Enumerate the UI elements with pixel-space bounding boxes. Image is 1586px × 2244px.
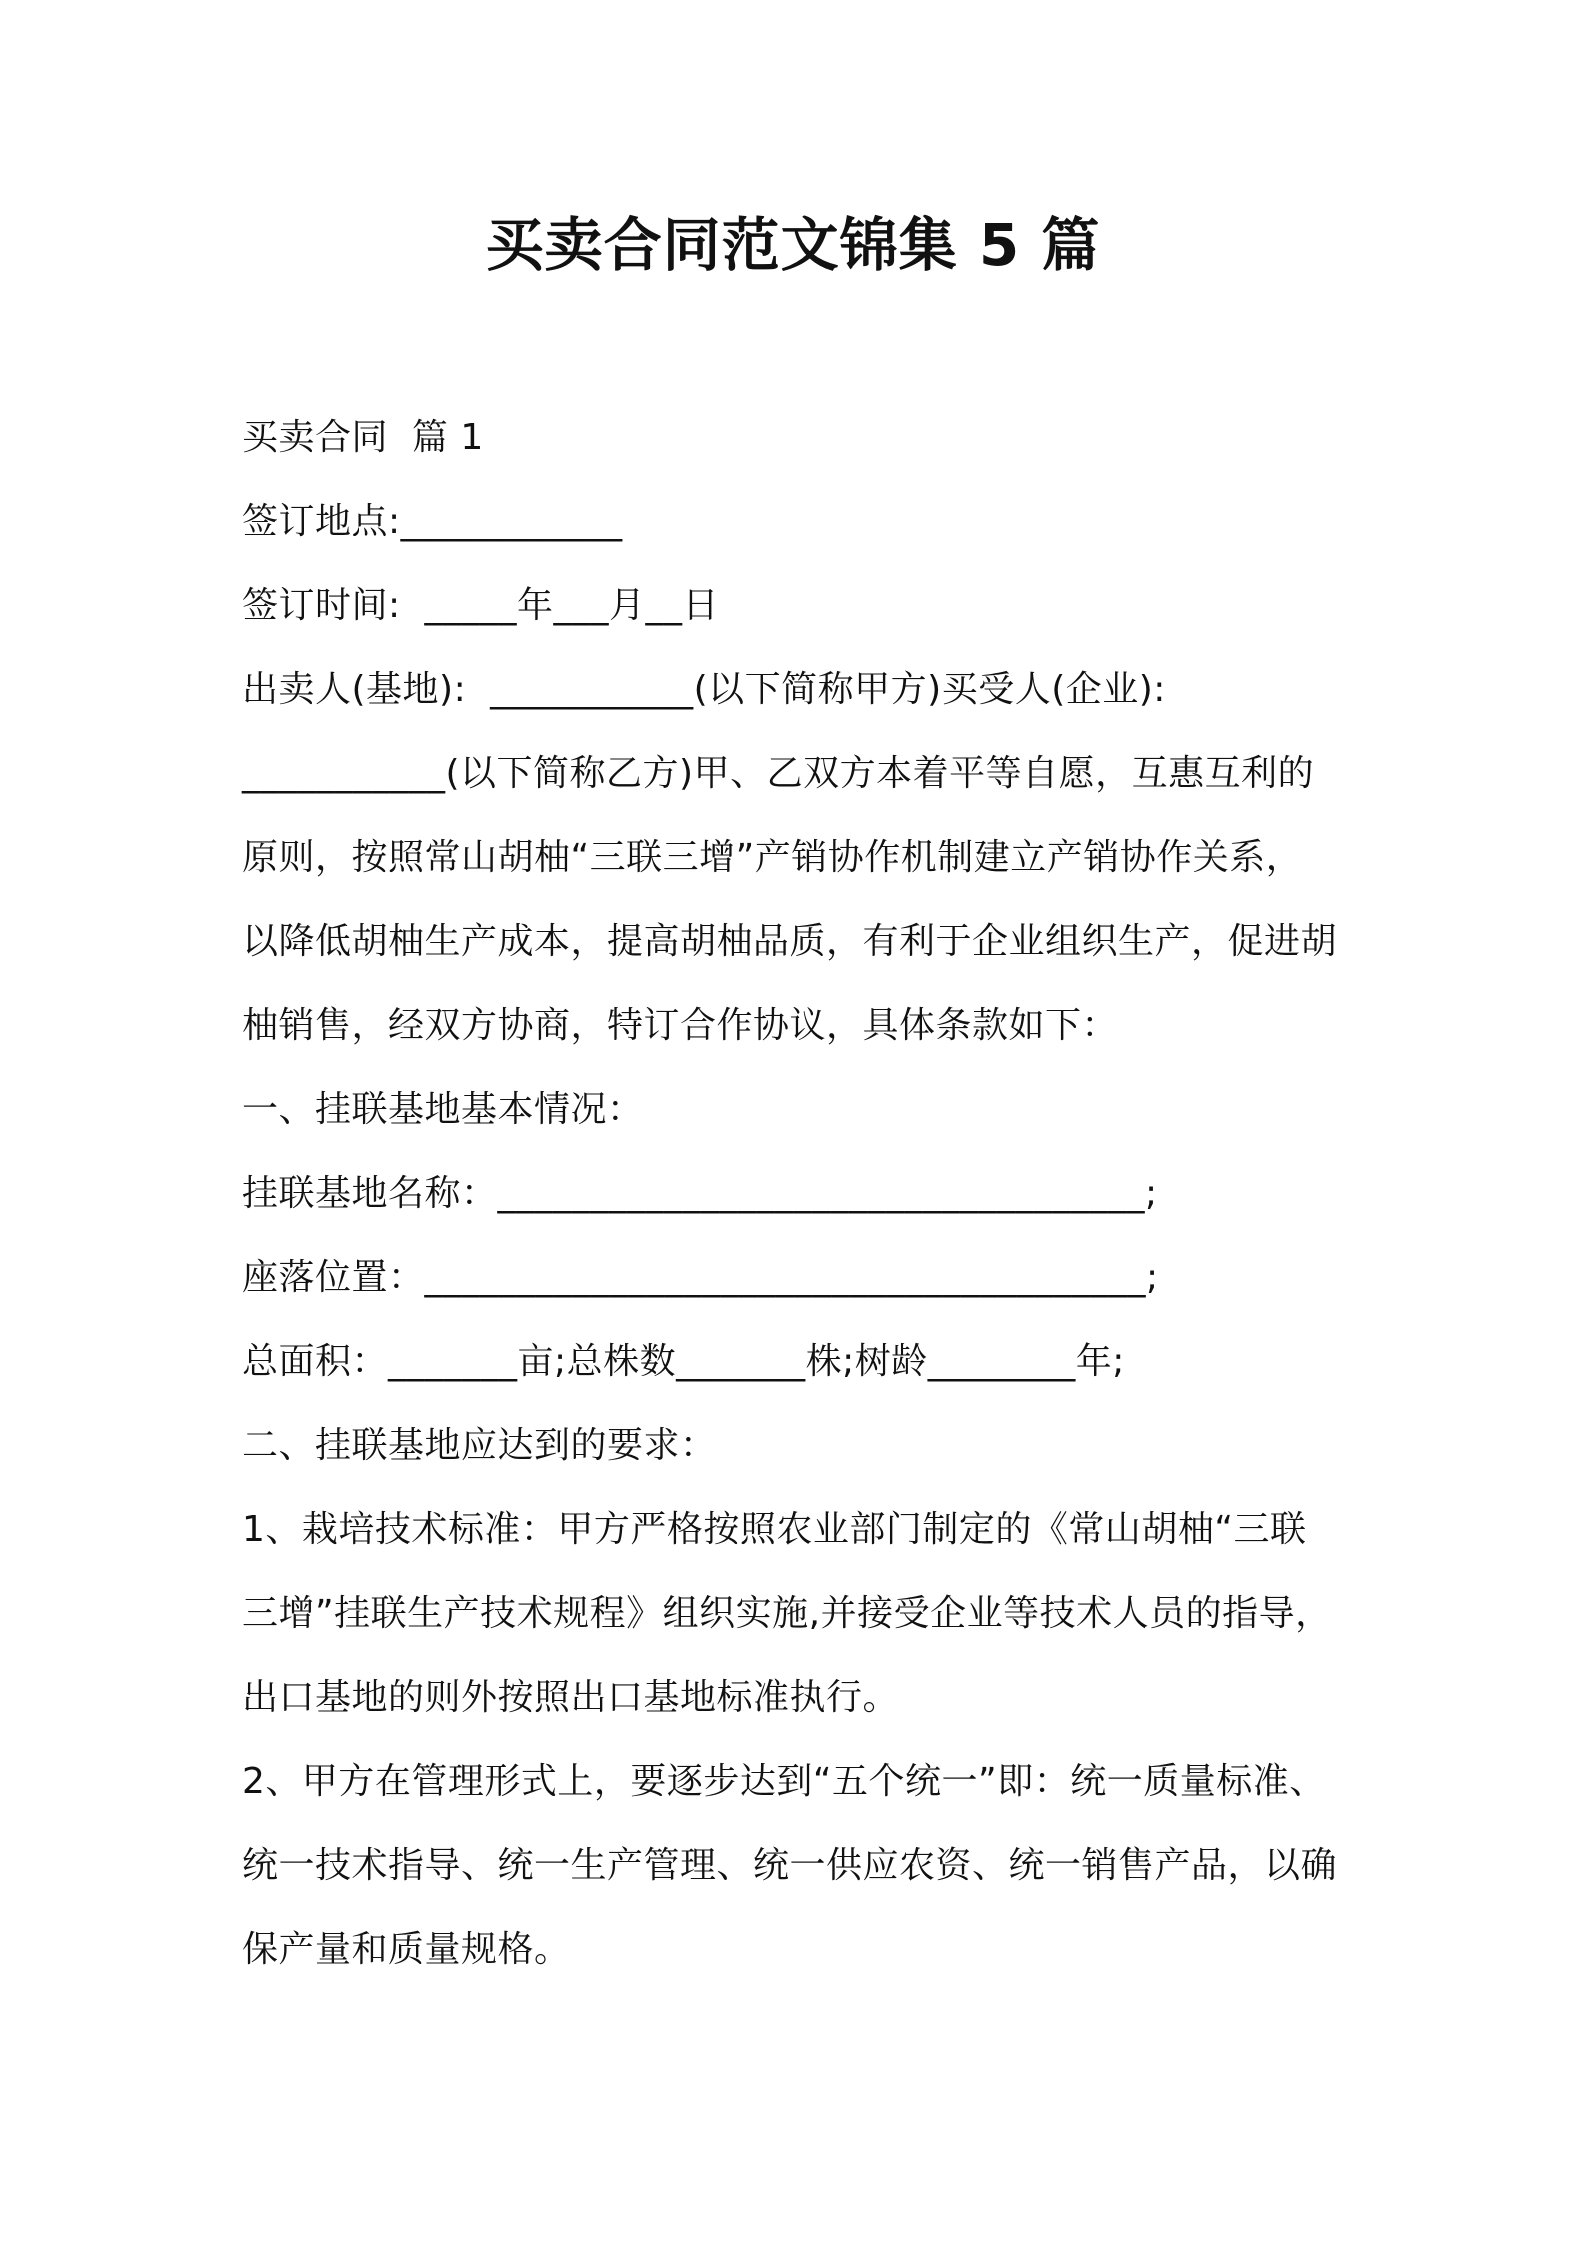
area-line: 总面积：_______亩;总株数_______株;树龄________年; bbox=[242, 1341, 1125, 1382]
body-text-line: 1、栽培技术标准：甲方严格按照农业部门制定的《常山胡柚“三联 bbox=[242, 1509, 1307, 1550]
body-text-line: 以降低胡柚生产成本，提高胡柚品质，有利于企业组织生产，促进胡 bbox=[242, 921, 1338, 962]
section-heading-contract-1: 买卖合同 篇 1 bbox=[242, 417, 484, 458]
body-text-line: 出口基地的则外按照出口基地标准执行。 bbox=[242, 1677, 900, 1718]
section-heading-base-info: 一、挂联基地基本情况： bbox=[242, 1089, 644, 1130]
document-title: 买卖合同范文锦集 5 篇 bbox=[485, 211, 1101, 279]
body-text-line: 三增”挂联生产技术规程》组织实施,并接受企业等技术人员的指导， bbox=[242, 1593, 1332, 1634]
signing-date-line: 签订时间: _____年___月__日 bbox=[242, 585, 720, 626]
location-line: 座落位置：_______________________________________; bbox=[242, 1257, 1159, 1298]
parties-line: 出卖人(基地): ___________(以下简称甲方)买受人(企业): bbox=[242, 669, 1166, 710]
signing-place-line: 签订地点:____________ bbox=[242, 501, 623, 542]
body-text-line: 原则，按照常山胡柚“三联三增”产销协作机制建立产销协作关系， bbox=[242, 837, 1303, 878]
body-text-line: 2、甲方在管理形式上，要逐步达到“五个统一”即：统一质量标准、 bbox=[242, 1761, 1326, 1802]
body-text-line: ___________(以下简称乙方)甲、乙双方本着平等自愿，互惠互利的 bbox=[242, 753, 1315, 794]
body-text-line: 统一技术指导、统一生产管理、统一供应农资、统一销售产品，以确 bbox=[242, 1845, 1338, 1886]
body-text-line: 保产量和质量规格。 bbox=[242, 1929, 571, 1970]
section-heading-requirements: 二、挂联基地应达到的要求： bbox=[242, 1425, 717, 1466]
base-name-line: 挂联基地名称：___________________________________; bbox=[242, 1173, 1158, 1214]
body-text-line: 柚销售，经双方协商，特订合作协议，具体条款如下： bbox=[242, 1005, 1119, 1046]
